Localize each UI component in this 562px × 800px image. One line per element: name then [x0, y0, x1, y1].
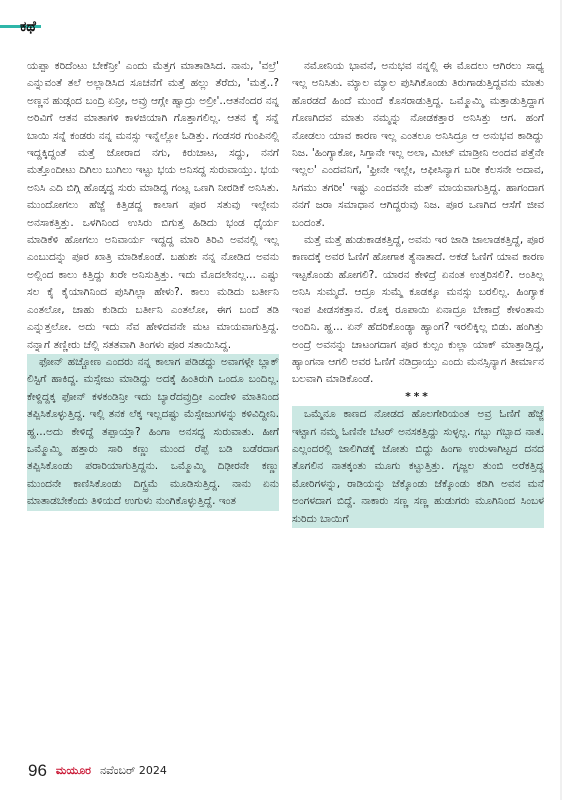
page-footer	[28, 759, 167, 783]
issue-date: ನವೆಂಬರ್ 2024	[100, 764, 167, 777]
page-number: 96	[28, 761, 47, 780]
right-column	[292, 58, 544, 528]
section-break: ***	[405, 390, 431, 403]
paragraph: ಫೋನ್ ಹಚ್ಚೋಣ ಎಂದರು ನನ್ನ ಕಾಲಾಗ ಪಡಿಡದ್ದು ಅವಾಗಳ್ಗೇ ಬ್ಲಾಕ್ ಲಿಸ್ಟಿಗೆ ಹಾಕಿದ್ದ. ಮಸ್ಸೇಜು ಮಾಡಿದ್ದು ಅದಕ್ಕೆ ಹಿಂತಿರುಗಿ ಒಂದೂ ಬಂದಿಲ್ಲ. ಕೇಳ್ದಿದ್ದಕ್ಕ ಫೋನ್ ಕಳಕಂಡಿನ್ರೀ ಇದು ಬ್ಯಾರೆದವ್ರುದ್ರೀ ಎಂದೇಳಿ ಮಾತಿನಿಂದ ತಪ್ಪಿಸಿಕೊಳ್ಳುತ್ತಿದ್ದ. ಇಲ್ಲಿ ತನಕ ಲೆಕ್ಕ ಇಲ್ಲದಷ್ಟು ಮೆಸ್ಸೇಜುಗಳನ್ನು ಕಳಿವಿದ್ದೀನಿ. ಹ್ಹ...ಅದು ಕೇಳಿದ್ದೆ ತಪ್ಪಾಯ್ತಾ? ಹಿಂಗಾ ಅನಸದ್ದ ಸುರುವಾತು. ಹೀಗೆ ಒಮ್ಮೊಮ್ಮಿ ಹತ್ತಾರು ಸಾರಿ ಕಣ್ಣು ಮುಂದ ರೆಪ್ಪೆ ಬಡಿ ಬಡೆರದಾಗ ತಪ್ಪಿಸಿಕೊಂಡು ಪರಾರಿಯಾಗುತ್ತಿದ್ದನು. ಒಮ್ಮೊಮ್ಮಿ ದಿಢೀರನೇ ಕಣ್ಣು ಮುಂದನೇ ಕಾಣಿಸಿಕೊಂಡು ದಿಗ್ಭ್ರಮೆ ಮೂಡಿಸುತ್ತಿದ್ದ. ನಾನು ಏನು ಮಾತಾಡಬೇಕೆಂದು ತಿಳಿಯದೆ ಉಗುಳು ನುಂಗಿಕೊಳ್ಳುತ್ತಿದ್ದೆ. ಇಂತ	[27, 354, 279, 511]
left-column	[27, 58, 279, 511]
section-label: ಕಥೆ	[20, 19, 36, 35]
paragraph: ಯಪ್ಪಾ ಕರಿದೆಂಟು ಬೇಕೆನ್ರೀ' ಎಂದು ಮೆತ್ತಗ ಮಾತಾಡಿಸಿದ. ನಾನು, 'ವಲ್ರೆ' ಎನ್ನುವಂತೆ ತಲೆ ಅಲ್ಲಾಡಿಸಿದ ಸೂಚನೆಗೆ ಮತ್ತೆ ಹಲ್ಲು ತೆರೆದು, 'ಮತ್ತೆ..? ಅಣ್ಣನ ಹುಡ್ಗಂದ ಬಂದ್ರಿ ಏನ್ರೀ, ಅವ್ರು ಆಗ್ಲೇ ಹ್ವಾದ್ರು ಅಲ್ರೀ'..ಆತನೆಂದರ ನನ್ನ ಅರಿವಿಗೆ ಆತನ ಮಾತಾಗಳಿ ಕಾಳಜಿಯಾಗಿ ಗೊತ್ತಾಗಲಿಲ್ಲ. ಆತನ ಕೈ ಸನ್ನೆ ಬಾಯಿ ಸನ್ನೆ ಕಂಡರು ನನ್ನ ಮನಸ್ಸು ಇನ್ನೆಲ್ಲೋ ಓಡಿತ್ತು. ಗಂಡಸರ ಗುಂಪಿನಲ್ಲಿ ಇದ್ದಕ್ಕಿದ್ದಂತೆ ಮತ್ತೆ ಜೋರಾದ ನಗು, ಕಿರುಚಾಟ, ಸದ್ದು, ನನಗೆ ಮತ್ತೊಂದೀಟು ದಿಗಿಲು ಬುಗಿಲು ಇಟ್ಟು ಭಯ ಅನಿಸದ್ದ ಸುರುವಾಯ್ತು. ಭಯ ಅನಿಸಿ ಎದಿ ಬಿಗ್ಗಿ ಹೊಡ್ಕದ್ದ ಸುರು ಮಾಡಿದ್ದ ಗಂಟ್ಲ ಒಣಗಿ ನೀರಡಿಕೆ ಅನಿಸಿತು. ಮುಂದೋಗಲು ಹೆಜ್ಜೆ ಕಿತ್ತಿಡದ್ದ ಕಾಲಾಗ ಪೂರ ಸತುವು ಇಲ್ಲೇನು ಅನಸಾಕತ್ತಿತ್ತು. ಒಳಗಿನಿಂದ ಉಸಿರು ಬಿಗುತ್ತ ಹಿಡಿದು ಭಂಡ ಧೈರ್ಯ ಮಾಡಿಕೆಳಿ ಹೋಗಲು ಅನಿವಾರ್ಯ ಇದ್ದದ್ದ ಮಾರಿ ತಿರಿವಿ ಅವನಲ್ಲಿ ಇಲ್ಲ ಎಂಬುದನ್ನು ಪೂರ ಖಾತ್ರಿ ಮಾಡಿಕೊಂಡೆ. ಬಹುಶಃ ನನ್ನ ನೋಡಿದ ಅವನು ಅಲ್ಲಿಂದ ಕಾಲು ಕಿತ್ತಿದ್ದು ಖರೇ ಅನಿಸುತ್ತಿತ್ತು. ಇದು ಮೊದಲೇನಲ್ಲ... ಎಷ್ಟು ಸಲ ಕೈ ಕೈಯಾಗಿನಿಂದ ಪುಸಿಗಿಲ್ಲಾ ಹೇಳು?. ಕಾಲು ಮಡಿದು ಬರ್ತೀನಿ ಎಂತಲೋ, ಚಾಹು ಕುಡಿದು ಬರ್ತೀನಿ ಎಂತಲೋ, ಈಗ ಬಂದೆ ತಡಿ ಎನ್ನುತ್ತಲೋ. ಅದು ಇದು ನೆವ ಹೇಳಿದವನೇ ಮಟ ಮಾಯವಾಗುತ್ತಿದ್ದ. ನನ್ನಾಗೆ ತಣ್ಣೀರು ಚೆಲ್ಲಿ ಸತತವಾಗಿ ತಿಂಗಳು ಪೂರ ಸತಾಯಿಸಿದ್ದ.	[27, 60, 279, 351]
paragraph: ಒಮ್ಮೆನೂ ಕಾಣದ ನೋಡದ ಹೊಲಗೇರಿಯಂತ ಅವ್ರ ಓಣಿಗೆ ಹೆಜ್ಜೆ ಇಟ್ಟಾಗ ನಮ್ಮ ಓಣಿನೇ ಬೆಟರ್ ಅನಸಕತ್ತಿದ್ದು ಸುಳ್ಳಲ್ಲ. ಗಬ್ಬು ಗಬ್ಬಾದ ನಾತ. ಎಲ್ಲಂದರಲ್ಲಿ ಜಾಲಿಗಿಡಕ್ಕೆ ಜೋತು ಬಿದ್ದು ಹಿಂಗಾ ಉರುಳಾಗಿಟ್ಟದ ದನದ ತೊಗಲಿನ ನಾತಕ್ಕಂತು ಮೂಗು ಕಟ್ಟುತ್ತಿತ್ತು. ಗೃಜ್ಜಲ ತುಂಬಿ ಅರೆಕತ್ತಿದ್ದ ಮೋರಿಗಳನ್ನು, ರಾಡಿಯನ್ನು ಜೆಕ್ಕೊಂಡು ಜೆಕ್ಕೊಂಡು ಕಡಿಗಿ ಅವನ ಮನೆ ಅಂಗಳದಾಗ ಬಿದ್ದೆ. ನಾಕಾರು ಸಣ್ಣ ಸಣ್ಣ ಹುಡುಗರು ಮೂಗಿನಿಂದ ಸಿಂಬಳ ಸುರಿದು ಬಾಯಿಗೆ	[292, 406, 544, 528]
magazine-logo: ಮಯೂರ	[55, 764, 92, 777]
paragraph: ನಮೋನಿಯ ಭಾವನೆ, ಅನುಭವ ನನ್ನಲ್ಲಿ ಈ ಮೊದಲು ಆಗಿರಲು ಸಾಧ್ಯ ಇಲ್ಲ ಅನಿಸಿತು. ಮ್ಯಾಲ ಮ್ಯಾಲ ಪುಸಿಗಿಕೊಂಡು ತಿರುಗಾಡುತ್ತಿದ್ದವನು ಮಾತು ಹೊರಡದೆ ಹಿಂದೆ ಮುಂದೆ ಕೊಸರಾಡುತ್ತಿದ್ದ. ಒಮ್ಮೊಮ್ಮಿ ಮತ್ತಾಡುತ್ತಿದ್ದಾಗ ಗೊಣಗಿದವ ಮಾತು ನಮ್ಮನ್ನು ನೋಡಕತ್ತಾರ ಅನಿಸಿತ್ತು ಆಗ. ಹಂಗೆ ನೋಡಲು ಯಾವ ಕಾರಣ ಇಲ್ಲ ಎಂತಲೂ ಅನಿಸಿದ್ರೂ ಆ ಅನುಭವ ಕಾಡಿದ್ದು ನಿಜ. 'ಹಿಂಗ್ಯಾಕೋ, ಸಿಗ್ತಾನೇ ಇಲ್ಲ ಅಲಾ, ಮೀಟ್ ಮಾಡ್ರೀನಿ ಅಂದವ ಪತ್ತೆನೇ ಇಲ್ಲಲ' ಎಂದವನಿಗೆ, 'ಫ್ರೀನೇ ಇಲ್ಲೇ, ಆಫೀಸಿನ್ಯಾಗ ಬರೀ ಕೆಲಸನೇ ಅದಾವ, ಸಿಗಮು ತಗರೀ' ಇಷ್ಟು ಎಂದವನೇ ಮತ್ ಮಾಯವಾಗುತ್ತಿದ್ದ. ಹಾಗಂದಾಗ ನನಗೆ ಜರಾ ಸಮಾಧಾನ ಆಗಿದ್ದರುವು ನಿಜ. ಪೂರ ಒಣಗಿದ ಆಸೆಗೆ ಜೀವ ಬಂದಂತೆ.	[292, 60, 544, 229]
section-header	[0, 19, 120, 39]
paragraph: ಮತ್ತೆ ಮತ್ತೆ ಹುಡುಕಾಡಕತ್ತಿದ್ದೆ, ಅವನು ಇರ ಜಾಡಿ ಜಾಲಾಡಕತ್ತಿದ್ದೆ, ಪೂರ ಕಾಣದಕ್ಕೆ ಅವರ ಓಣಿಗೆ ಹೋಗಾಕ ತ್ಯೆನಾತಾದೆ. ಅಕಡೆ ಓಣಿಗೆ ಯಾವ ಕಾರಣ ಇಟ್ಟಕೊಂಡು ಹೋಗಲಿ?. ಯಾರನ ಕೇಳಿದ್ರೆ ಏನಂತ ಉತ್ತರಿಸಲಿ?. ಅಂತಿಲ್ಲ ಅನಿಸಿ ಸುಮ್ಮದೆ. ಆದ್ರೂ ಸುಮ್ಮೆ ಕೂಡಕ್ಕೂ ಮನಸ್ಸು ಬರಲಿಲ್ಲ. ಹಿಂಗ್ಯಾಕ ಇಂಪ ಪೀಡಸಕತ್ತಾನ. ರೊಕ್ಕ ರೂಪಾಯಿ ಏನಾದ್ರೂ ಬೇಕಾದ್ರೆ ಕೇಳಂತಾನು ಅಂದಿನಿ. ಹ್ಹ... ಏನ್ ಹೆದರಿಕೊಂಡ್ಯಾ ಹ್ಯಾಂಗ? ಇರಲಿಕ್ಕಿಲ್ಲ ಬಿಡು. ಹಂಗಿತ್ತು ಅಂದ್ರೆ ಅವನನ್ನು ಚಾಟಂಗದಾಗ ಪೂರ ಕುಲ್ಪಂ ಕುಲ್ಲಾ ಯಾಕ್ ಮಾತ್ತಾಡ್ತಿದ್ದ, ಹ್ಯಾಂಗನಾ ಆಗಲಿ ಅವರ ಓಣಿಗೆ ನಡಿದ್ರಾಯ್ತು ಎಂದು ಮನಸ್ಸಿನ್ಯಾಗ ತೀರ್ಮಾನ ಬಲವಾಗಿ ಮಾಡಿಕೊಂಡೆ.	[292, 234, 544, 386]
